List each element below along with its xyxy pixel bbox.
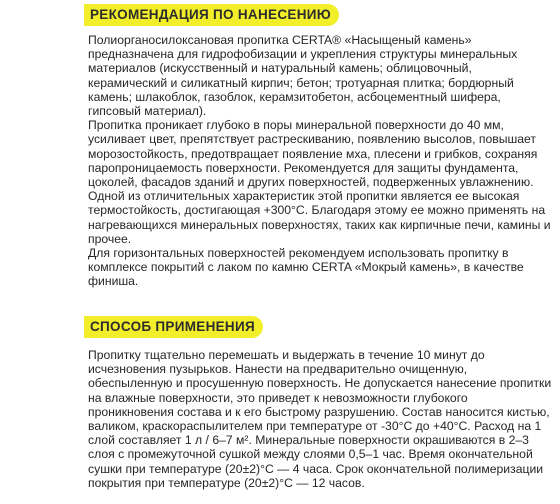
section-application-method — [88, 316, 552, 490]
section-heading-method: СПОСОБ ПРИМЕНЕНИЯ — [84, 316, 263, 338]
paragraph: Для горизонтальных поверхностей рекомендуем использовать пропитку в комплексе покрытий с лаком по камню CERTA «Мокрый камень», в качестве финиша. — [88, 246, 524, 289]
section-application-recommendation — [88, 4, 552, 289]
section-body-recommendation — [88, 33, 552, 289]
paragraph: Пропитку тщательно перемешать и выдержать в течение 10 минут до исчезновения пузырьков. Нанести на предварительно очищенную, обеспыленную и просушенную поверхность. Не допускается нанесение пропитки на влажные поверхности, это приведет к невозможности глубокого проникновения состава и к его быстрому разрушению. Состав наносится кистью, валиком, краскораспылителем при температуре от -30°С до +40°С. Расход на 1 слой составляет 1 л / 6–7 м². Минеральные поверхности окрашиваются в 2–3 слоя с промежуточной сушкой между слоями 0,5–1 час. Время окончательной сушки при температуре (20±2)°С — 4 часа. Срок окончательной полимеризации покрытия при температуре (20±2)°С — 12 часов. — [88, 348, 552, 490]
paragraph: Пропитка проникает глубоко в поры минеральной поверхности до 40 мм, усиливает цвет, препятствует растрескиванию, появлению высолов, повышает морозостойкость, предотвращает появление мха, плесени и грибков, сохраняя паропроницаемость поверхности. Рекомендуется для защиты фундамента, цоколей, фасадов зданий и других поверхностей, подверженных увлажнению. Одной из отличительных характеристик этой пропитки является ее высокая термостойкость, достигающая +300°С. Благодаря этому ее можно применять на нагревающихся минеральных поверхностях, таких как кирпичные печи, камины и прочее. — [88, 118, 551, 246]
paragraph: Полиорганосилоксановая пропитка CERTA® «Насыщеный камень» предназначена для гидрофобизации и укрепления структуры минеральных материалов (искусственный и натуральный камень; облицовочный, керамический и силикатный кирпич; бетон; тротуарная плитка; бордюрный камень; шлакоблок, газоблок, керамзитобетон, асбоцементный шифера, гипсовый материал). — [88, 33, 518, 119]
section-body-method — [88, 348, 552, 490]
section-heading-recommendation: РЕКОМЕНДАЦИЯ ПО НАНЕСЕНИЮ — [84, 4, 339, 26]
